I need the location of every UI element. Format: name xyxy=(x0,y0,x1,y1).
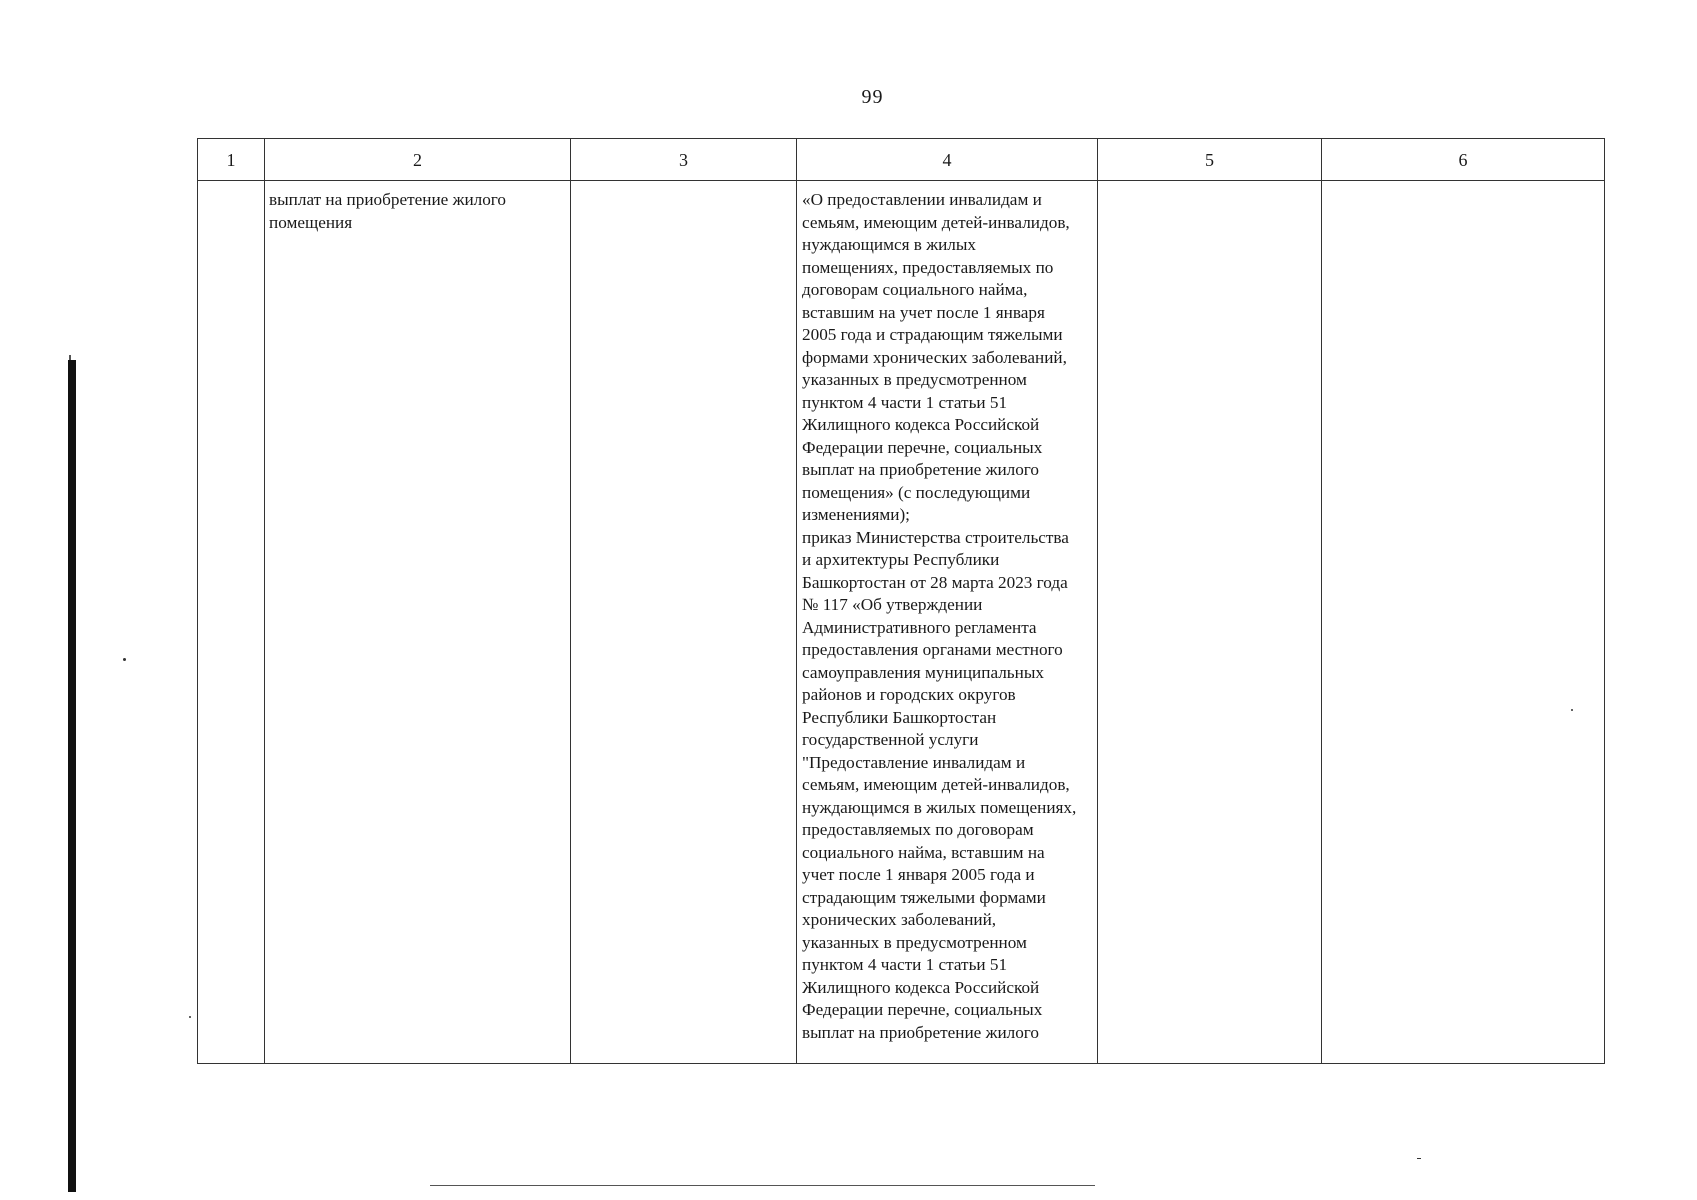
cell-col-4-line: хронических заболеваний, xyxy=(802,910,997,929)
cell-col-4-line: "Предоставление инвалидам и xyxy=(802,752,1026,772)
cell-col-4-line: помещениях, предоставляемых по xyxy=(802,257,1054,277)
cell-col-4-line: государственной услуги xyxy=(802,730,979,749)
cell-col-3 xyxy=(571,181,797,1064)
cell-col-4-line: Жилищного кодекса Российской xyxy=(802,977,1040,997)
cell-col-4-line: вставшим на учет после 1 января xyxy=(802,302,1045,322)
cell-col-4-line: пунктом 4 части 1 статьи 51 xyxy=(802,955,1008,974)
scan-speck xyxy=(1417,1158,1421,1159)
cell-col-4-line: самоуправления муниципальных xyxy=(802,662,1044,682)
cell-col-4-line: пунктом 4 части 1 статьи 51 xyxy=(802,392,1008,412)
cell-col-4-line: № 117 «Об утверждении xyxy=(802,595,983,614)
cell-col-4-line: предоставления органами местного xyxy=(802,640,1063,659)
cell-col-4-line: учет после 1 января 2005 года и xyxy=(802,865,1035,884)
cell-col-4-line: Жилищного кодекса Российской xyxy=(802,415,1040,434)
cell-col-2: выплат на приобретение жилого помещения xyxy=(265,181,571,1064)
cell-col-4-line: страдающим тяжелыми формами xyxy=(802,887,1046,907)
cell-col-4-line: указанных в предусмотренном xyxy=(802,370,1027,389)
cell-col-4-line: выплат на приобретение жилого xyxy=(802,1022,1040,1042)
cell-col-4-line: семьям, имеющим детей-инвалидов, xyxy=(802,775,1070,794)
column-header-4: 4 xyxy=(797,139,1098,181)
scan-speck xyxy=(1571,709,1573,711)
page-number: 99 xyxy=(861,86,884,108)
cell-col-4-line: 2005 года и страдающим тяжелыми xyxy=(802,325,1063,344)
table-row xyxy=(198,181,1605,1064)
cell-col-4 xyxy=(797,181,1098,1064)
cell-col-4-line: районов и городских округов xyxy=(802,685,1016,704)
table-header-row xyxy=(198,139,1605,181)
cell-col-4-line: Башкортостан от 28 марта 2023 года xyxy=(802,572,1068,592)
cell-col-6 xyxy=(1322,181,1605,1064)
scan-bottom-line xyxy=(430,1185,1095,1186)
cell-col-4-line: помещения» (с последующими xyxy=(802,482,1031,502)
cell-col-4-line: изменениями); xyxy=(802,505,910,524)
scan-speck xyxy=(189,1016,191,1018)
cell-col-4-line: Федерации перечне, социальных xyxy=(802,1000,1043,1019)
column-header-5: 5 xyxy=(1098,139,1322,181)
cell-col-4-line: приказ Министерства строительства xyxy=(802,527,1069,547)
cell-col-4-line: формами хронических заболеваний, xyxy=(802,347,1067,367)
column-header-3: 3 xyxy=(571,139,797,181)
cell-col-4-line: «О предоставлении инвалидам и xyxy=(802,190,1042,209)
cell-col-1 xyxy=(198,181,265,1064)
cell-col-4-line: нуждающимся в жилых помещениях, xyxy=(802,797,1077,817)
cell-col-4-line: семьям, имеющим детей-инвалидов, xyxy=(802,212,1070,232)
cell-col-5 xyxy=(1098,181,1322,1064)
cell-col-4-line: Административного регламента xyxy=(802,617,1037,637)
document-table xyxy=(197,138,1605,1064)
cell-col-4-line: указанных в предусмотренном xyxy=(802,932,1027,952)
cell-col-4-line: выплат на приобретение жилого xyxy=(802,460,1040,479)
cell-col-4-line: и архитектуры Республики xyxy=(802,550,1000,569)
scan-speck xyxy=(123,658,126,661)
scan-binding-bar xyxy=(68,360,76,1192)
cell-col-4-line: нуждающимся в жилых xyxy=(802,235,976,254)
column-header-2: 2 xyxy=(265,139,571,181)
cell-col-4-line: договорам социального найма, xyxy=(802,280,1028,299)
cell-col-4-line: предоставляемых по договорам xyxy=(802,820,1034,839)
column-header-1: 1 xyxy=(198,139,265,181)
cell-col-4-line: Федерации перечне, социальных xyxy=(802,437,1043,457)
cell-col-4-line: Республики Башкортостан xyxy=(802,707,997,727)
column-header-6: 6 xyxy=(1322,139,1605,181)
cell-col-4-line: социального найма, вставшим на xyxy=(802,842,1045,862)
